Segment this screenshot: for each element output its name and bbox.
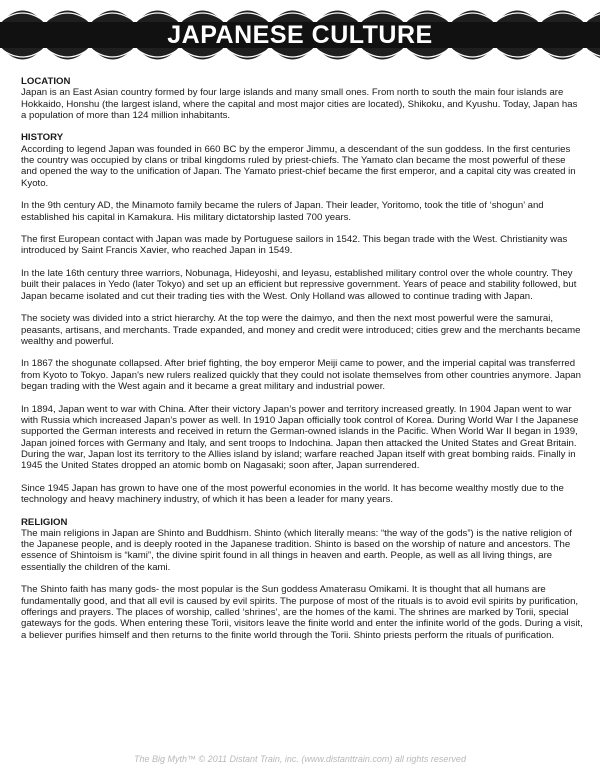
paragraph: The Shinto faith has many gods- the most popular is the Sun goddess Amaterasu Omikami. It is thought that all humans are fundamentally good, and that all evil is caused by evil spirits. The purpose of most of the rituals is to avoid evil spirits by purification, offerings and prayers. The places of worship, called ‘shrines’, are the homes of the kami. The shrines are marked by Torii, special gateways for the gods. When entering these Torii, visitors leave the finite world and enter the infinite world of the gods. During a visit, a believer purifies himself and then returns to the finite world through the Torii. Shinto priests perform the rituals of purification. <box>21 584 583 641</box>
section-religion <box>21 517 583 641</box>
page-title: JAPANESE CULTURE <box>167 21 433 49</box>
header-banner <box>0 0 600 68</box>
paragraph: In the 9th century AD, the Minamoto family became the rulers of Japan. Their leader, Yoritomo, took the title of ‘shogun’ and established his capital in Kamakura. His military dictatorship lasted 700 years. <box>21 200 544 223</box>
paragraph: The first European contact with Japan was made by Portuguese sailors in 1542. This began trade with the West. Christianity was introduced by Saint Francis Xavier, who reached Japan in 1549. <box>21 234 568 257</box>
paragraph: The main religions in Japan are Shinto and Buddhism. Shinto (which literally means: “the way of the gods”) is the native religion of the Japanese people, and is deeply rooted in the Japanese tradition. Shinto is based on the worship of nature and ancestors. The essence of Shintoism is “kami”, the divine spirit found in all things in heaven and earth. People, as well as all living things, are essentially the children of the kami. <box>21 527 572 573</box>
paragraph: In 1867 the shogunate collapsed. After brief fighting, the boy emperor Meiji came to power, and the imperial capital was transferred from Kyoto to Tokyo. Japan's new rulers realized quickly that they could not isolate themselves from other countries anymore. Japan began trading with the West again and it became a great military and industrial power. <box>21 358 581 393</box>
section-heading-religion: RELIGION <box>21 516 68 528</box>
paragraph: In the late 16th century three warriors, Nobunaga, Hideyoshi, and Ieyasu, established military control over the whole country. They built their palaces in Yedo (later Tokyo) and set up an efficient but repressive government. Years of peace and stability followed, but Japan became isolated and cut their trading ties with the West. Only Holland was allowed to continue trading with Japan. <box>21 268 577 302</box>
section-history <box>21 132 583 505</box>
copyright-footer: The Big Myth™ © 2011 Distant Train, inc. (www.distanttrain.com) all rights reserved <box>134 754 466 764</box>
section-heading-history: HISTORY <box>21 132 64 144</box>
document-body <box>21 76 583 652</box>
paragraph: Japan is an East Asian country formed by four large islands and many small ones. From north to south the main four islands are Hokkaido, Honshu (the largest island, where the capital and most major cities are located), Shikoku, and Kyushu. Today, Japan has a population of more than 124 million inhabitants. <box>21 87 578 121</box>
paragraph: In 1894, Japan went to war with China. After their victory Japan’s power and territory increased greatly. In 1904 Japan went to war with Russia which increased Japan’s power as well. In 1910 Japan officially took control of Korea. During World War I the Japanese supported the German interests and received in return the German-owned islands in the Pacific. When World War II began in 1939, Japan joined forces with Germany and Italy, and sent troops to Indochina. Japan then attacked the United States and Great Britain. During the war, Japan lost its territory to the Allies island by island; warfare reached Japan itself with great bombing raids. Finally in 1945 the United States dropped an atomic bomb on Nagasaki; soon after, Japan surrendered. <box>21 403 579 472</box>
paragraph: According to legend Japan was founded in 660 BC by the emperor Jimmu, a descendant of the sun goddess. In the first centuries the country was occupied by clans or tribal kingdoms ruled by priest-chiefs. The Yamato clan became the most powerful of these and opened the way to the unification of Japan. The Yamato priest-chief became the first emperor, and a capital city was created in Kyoto. <box>21 143 576 189</box>
section-heading-location: LOCATION <box>21 76 71 87</box>
paragraph: The society was divided into a strict hierarchy. At the top were the daimyo, and then the next most powerful were the samurai, peasants, artisans, and merchants. Trade expanded, and money and credit were introduced; cities grew and the merchants became wealthy and powerful. <box>21 313 581 347</box>
section-location <box>21 76 583 121</box>
paragraph: Since 1945 Japan has grown to have one of the most powerful economies in the world. It has become wealthy mostly due to the technology and heavy machinery industry, of which it has been a leader for many years. <box>21 482 564 505</box>
